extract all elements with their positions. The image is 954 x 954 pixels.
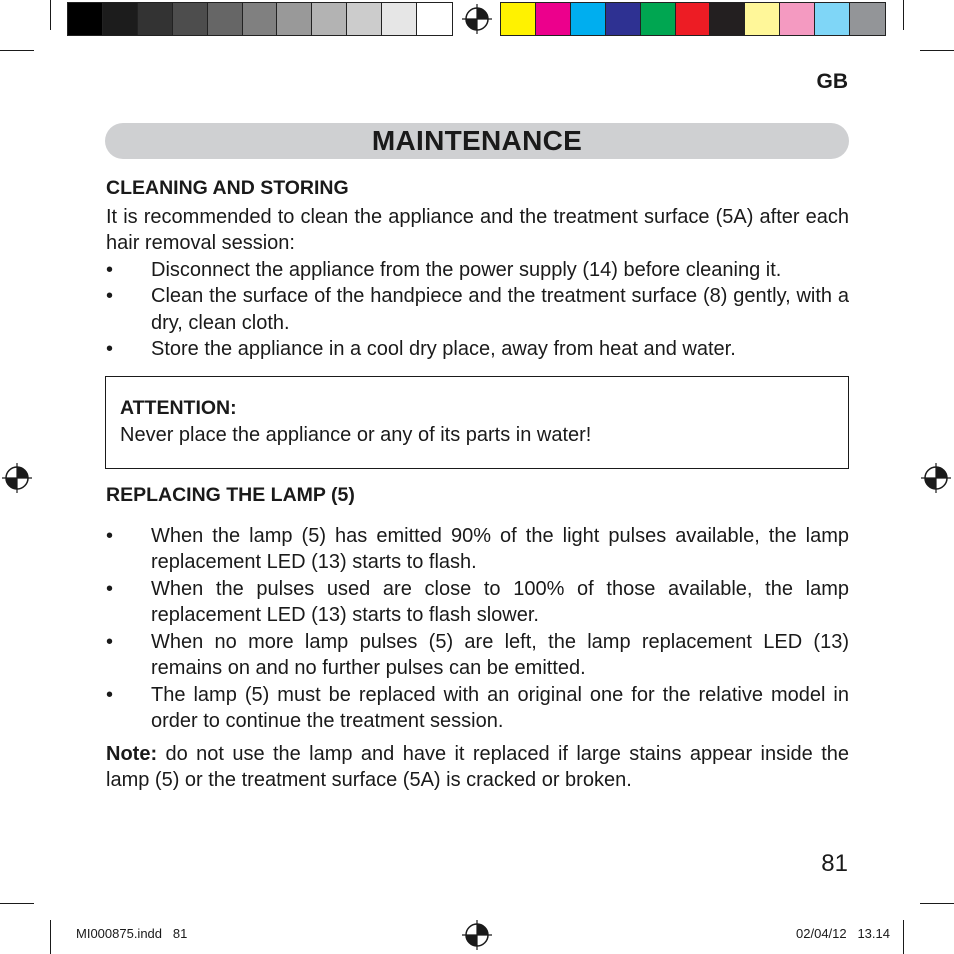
note-paragraph <box>106 741 849 794</box>
color-swatch <box>501 3 536 35</box>
color-swatch <box>710 3 745 35</box>
registration-mark-icon <box>462 920 492 950</box>
list-item: • When no more lamp pulses (5) are left, the lamp replacement LED (13) remains on and no further pulses can be emitted. <box>106 630 849 679</box>
color-swatch <box>208 3 243 35</box>
color-swatch <box>277 3 312 35</box>
list-item: • When the pulses used are close to 100% of those available, the lamp replacement LED (13) starts to flash slower. <box>106 577 849 626</box>
color-swatch <box>138 3 173 35</box>
crop-mark-top-left-horizontal <box>0 50 34 51</box>
list-item: • Disconnect the appliance from the power supply (14) before cleaning it. <box>106 257 849 284</box>
crop-mark-bottom-right-horizontal <box>920 903 954 904</box>
color-swatch <box>606 3 641 35</box>
cleaning-heading: CLEANING AND STORING <box>106 177 349 199</box>
cleaning-section <box>106 175 849 363</box>
color-swatch <box>745 3 780 35</box>
attention-label: ATTENTION: <box>120 397 237 419</box>
cleaning-intro: It is recommended to clean the appliance and the treatment surface (5A) after each hair removal session: <box>106 205 849 254</box>
page-number: 81 <box>821 850 848 877</box>
footer-datetime: 02/04/12 13.14 <box>796 926 890 941</box>
crop-mark-top-right-horizontal <box>920 50 954 51</box>
cleaning-bullet-list <box>106 257 849 363</box>
lamp-section <box>106 482 849 794</box>
color-swatch <box>815 3 850 35</box>
section-title-bar <box>105 123 849 159</box>
crop-mark-bottom-right-vertical <box>903 920 904 954</box>
attention-text: Never place the appliance or any of its parts in water! <box>120 424 592 446</box>
color-swatch <box>68 3 103 35</box>
bullet-glyph: • <box>106 577 114 600</box>
crop-mark-top-right-vertical <box>903 0 904 30</box>
crop-mark-top-left-vertical <box>50 0 51 30</box>
footer-file-info: MI000875.indd 81 <box>76 926 188 941</box>
color-swatch <box>571 3 606 35</box>
list-item: • Clean the surface of the handpiece and the treatment surface (8) gently, with a dry, clean cloth. <box>106 285 849 334</box>
color-swatch <box>312 3 347 35</box>
note-label: Note: <box>106 742 158 765</box>
bullet-glyph: • <box>106 258 114 281</box>
list-item: • The lamp (5) must be replaced with an original one for the relative model in order to continue the treatment session. <box>106 683 849 732</box>
gray-color-bar <box>67 2 453 36</box>
registration-mark-icon <box>921 463 951 493</box>
bullet-glyph: • <box>106 630 114 653</box>
lamp-bullet-list <box>106 523 849 735</box>
color-swatch <box>243 3 278 35</box>
bullet-glyph: • <box>106 683 114 706</box>
lamp-heading: REPLACING THE LAMP (5) <box>106 484 355 506</box>
color-swatch <box>780 3 815 35</box>
registration-mark-icon <box>2 463 32 493</box>
color-swatch <box>382 3 417 35</box>
process-color-bar <box>500 2 886 36</box>
list-item: • Store the appliance in a cool dry place, away from heat and water. <box>106 336 849 363</box>
registration-mark-icon <box>462 4 492 34</box>
list-item: • When the lamp (5) has emitted 90% of the light pulses available, the lamp replacement LED (13) starts to flash. <box>106 524 849 573</box>
color-swatch <box>347 3 382 35</box>
color-swatch <box>417 3 452 35</box>
color-swatch <box>103 3 138 35</box>
language-code: GB <box>816 70 848 93</box>
color-swatch <box>641 3 676 35</box>
attention-box <box>105 376 849 469</box>
color-swatch <box>173 3 208 35</box>
color-swatch <box>850 3 885 35</box>
color-swatch <box>536 3 571 35</box>
page-title: MAINTENANCE <box>371 125 583 156</box>
bullet-glyph: • <box>106 285 114 307</box>
note-text: do not use the lamp and have it replaced if large stains appear inside the lamp (5) or the treatment surface (5A) is cracked or broken. <box>106 742 849 791</box>
bullet-glyph: • <box>106 524 114 547</box>
color-swatch <box>676 3 711 35</box>
crop-mark-bottom-left-vertical <box>50 920 51 954</box>
crop-mark-bottom-left-horizontal <box>0 903 34 904</box>
bullet-glyph: • <box>106 338 114 360</box>
